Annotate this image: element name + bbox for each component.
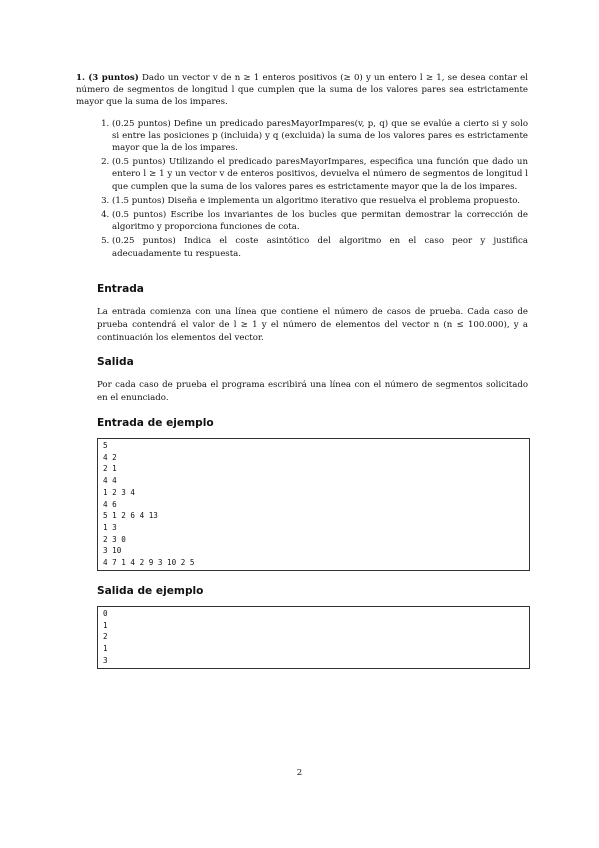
subquestion-item: 1. (0.25 puntos) Define un predicado paresMayorImpares(v, p, q) que se evalúe a cierto si y solo si entre las posiciones p (incluida) y q (excluida) la suma de los valores pares es estrictamente mayor que la de los impares. — [112, 118, 528, 155]
problem-intro — [76, 72, 528, 109]
entrada-ejemplo-box — [97, 438, 530, 571]
code-line: 2 — [103, 632, 108, 642]
code-line: 4 6 — [103, 499, 117, 509]
code-line: 3 — [103, 655, 108, 665]
problem-number: 1. — [76, 73, 85, 83]
subquestion-item: 5. (0.25 puntos) Indica el coste asintótico del algoritmo en el caso peor y justifica adecuadamente tu respuesta. — [112, 235, 528, 259]
salida-ejemplo-heading: Salida de ejemplo — [97, 585, 204, 597]
subquestion-item: 4. (0.5 puntos) Escribe los invariantes de los bucles que permitan demostrar la corrección de algoritmo y proporciona funciones de cota. — [112, 209, 528, 233]
code-line: 2 1 — [103, 464, 117, 474]
entrada-heading: Entrada — [97, 283, 144, 295]
code-line: 0 — [103, 609, 108, 618]
problem-statement — [76, 72, 528, 262]
problem-points: (3 puntos) — [88, 73, 139, 83]
code-line: 4 7 1 4 2 9 3 10 2 5 — [103, 558, 195, 568]
salida-heading: Salida — [97, 356, 134, 368]
code-line: 1 3 — [103, 522, 117, 532]
entrada-ejemplo-heading: Entrada de ejemplo — [97, 417, 214, 429]
subquestion-list — [76, 118, 528, 260]
subquestion-item: 2. (0.5 puntos) Utilizando el predicado paresMayorImpares, especifica una función que dado un entero l ≥ 1 y un vector v de enteros positivos, devuelva el número de segmentos de longitud l que cumplen que la suma de los valores pares es estrictamente mayor que la de los impares. — [112, 156, 528, 193]
code-line: 5 — [103, 441, 108, 450]
code-line: 2 3 0 — [103, 534, 126, 544]
page-number: 2 — [296, 768, 303, 778]
problem-intro-text: Dado un vector v de n ≥ 1 enteros positivos (≥ 0) y un entero l ≥ 1, se desea contar el número de segmentos de longitud l que cumplen que la suma de los valores pares sea estrictamente mayor que la suma de los impares. — [76, 73, 529, 108]
salida-text: Por cada caso de prueba el programa escribirá una línea con el número de segmentos solicitado en el enunciado. — [97, 380, 528, 403]
entrada-text: La entrada comienza con una línea que contiene el número de casos de prueba. Cada caso de prueba contendrá el valor de l ≥ 1 y el número de elementos del vector n (n ≤ 100.000), y a continuación los elementos del vector. — [97, 307, 528, 343]
code-line: 1 — [103, 644, 108, 654]
code-line: 3 10 — [103, 546, 122, 556]
code-line: 5 1 2 6 4 13 — [103, 511, 158, 521]
code-line: 4 4 — [103, 476, 117, 486]
subquestion-item: 3. (1.5 puntos) Diseña e implementa un algoritmo iterativo que resuelva el problema propuesto. — [112, 195, 528, 207]
code-line: 4 2 — [103, 452, 117, 462]
code-line: 1 — [103, 620, 108, 630]
salida-ejemplo-box — [97, 606, 530, 669]
code-line: 1 2 3 4 — [103, 487, 136, 497]
